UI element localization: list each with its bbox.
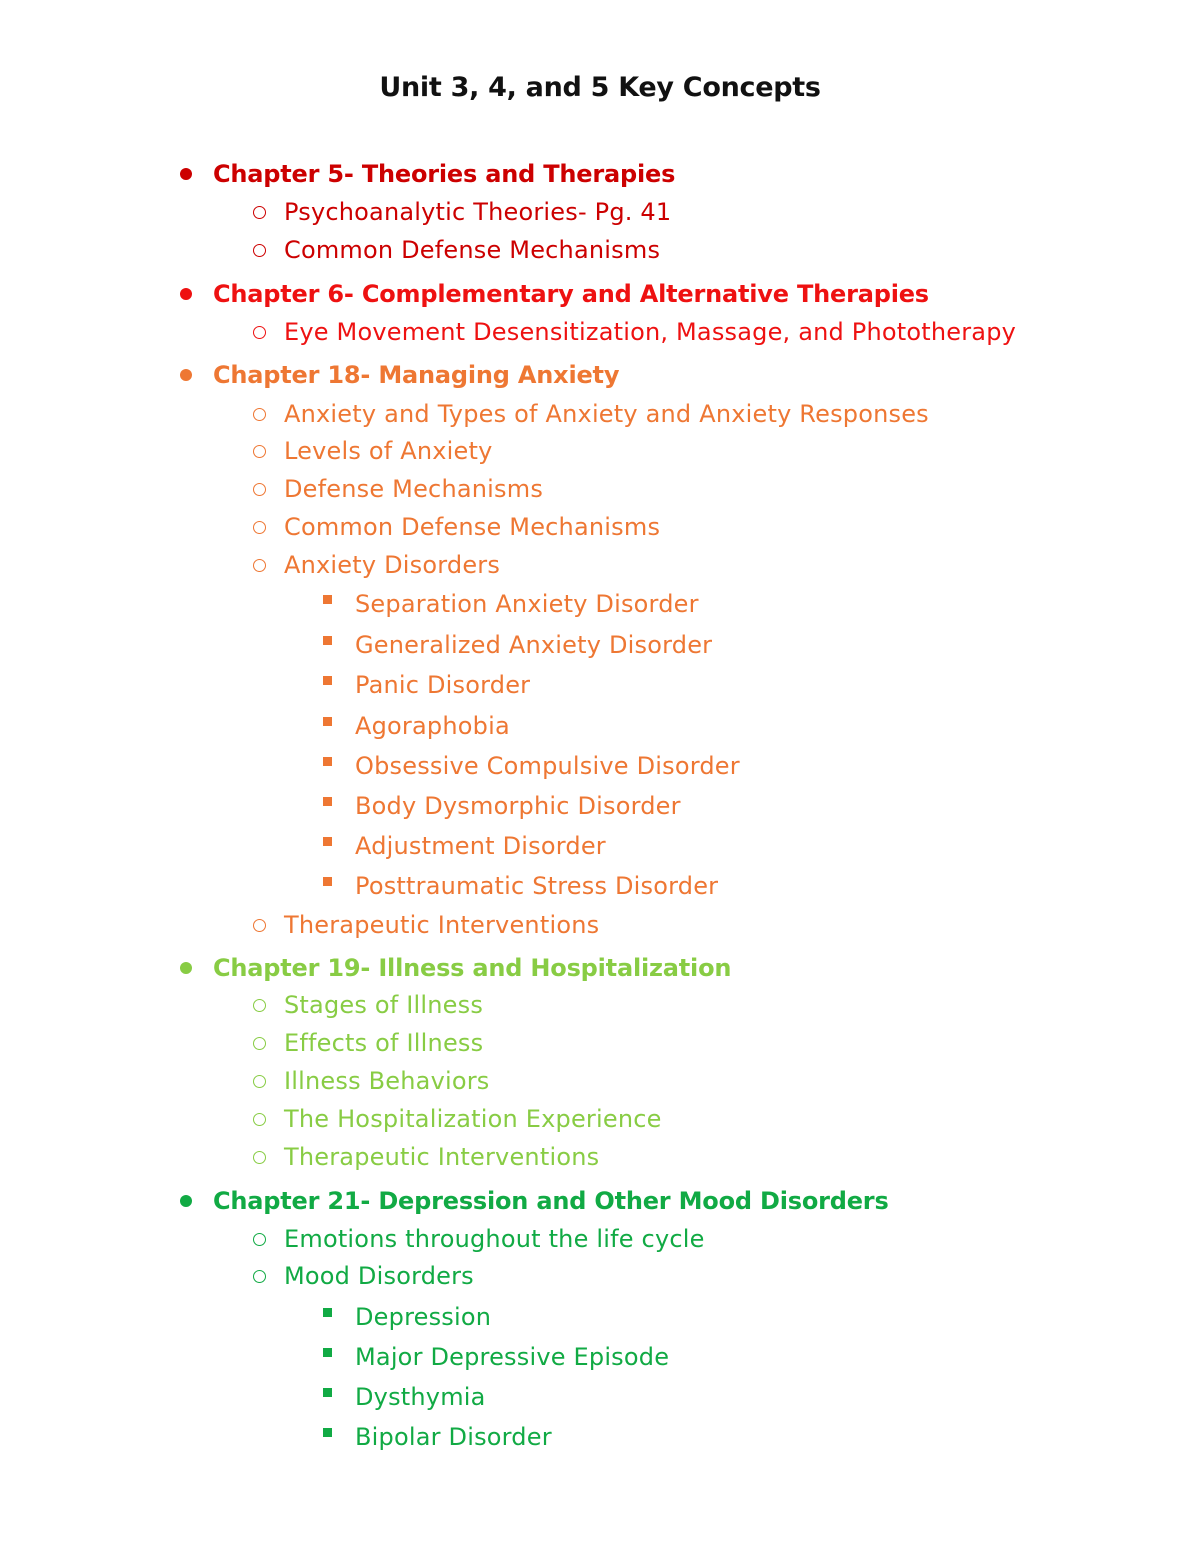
list-item bbox=[284, 512, 660, 542]
circle-bullet-icon bbox=[253, 244, 266, 257]
list-item-text: Eye Movement Desensitization, Massage, and Phototherapy bbox=[284, 318, 1017, 346]
circle-bullet-icon bbox=[253, 1270, 266, 1283]
list-item bbox=[284, 1028, 483, 1058]
circle-bullet-icon bbox=[253, 559, 266, 572]
document-title: Unit 3, 4, and 5 Key Concepts bbox=[379, 72, 821, 103]
sub-list-item bbox=[355, 791, 681, 821]
square-bullet-icon bbox=[323, 837, 332, 846]
list-item-text: Therapeutic Interventions bbox=[284, 1143, 600, 1171]
square-bullet-icon bbox=[323, 1348, 332, 1357]
list-item-text: Anxiety and Types of Anxiety and Anxiety Responses bbox=[284, 400, 929, 428]
list-item bbox=[284, 1261, 474, 1291]
sub-list-item-text: Generalized Anxiety Disorder bbox=[355, 631, 713, 659]
list-item-text: Emotions throughout the life cycle bbox=[284, 1225, 705, 1253]
list-item bbox=[284, 1104, 662, 1134]
list-item-text: The Hospitalization Experience bbox=[284, 1105, 662, 1133]
circle-bullet-icon bbox=[253, 206, 266, 219]
chapter-heading-text: Chapter 18- Managing Anxiety bbox=[213, 361, 620, 389]
circle-bullet-icon bbox=[253, 999, 266, 1012]
circle-bullet-icon bbox=[253, 1075, 266, 1088]
list-item-text: Psychoanalytic Theories- Pg. 41 bbox=[284, 198, 672, 226]
chapter-heading-text: Chapter 19- Illness and Hospitalization bbox=[213, 954, 732, 982]
circle-bullet-icon bbox=[253, 521, 266, 534]
circle-bullet-icon bbox=[253, 1113, 266, 1126]
sub-list-item-text: Panic Disorder bbox=[355, 671, 531, 699]
square-bullet-icon bbox=[323, 877, 332, 886]
chapter-19-heading bbox=[213, 953, 731, 983]
sub-list-item bbox=[355, 751, 740, 781]
list-item bbox=[284, 436, 493, 466]
sub-list-item bbox=[355, 670, 530, 700]
circle-bullet-icon bbox=[253, 326, 266, 339]
disc-bullet-icon bbox=[180, 369, 192, 381]
sub-list-item bbox=[355, 630, 712, 660]
square-bullet-icon bbox=[323, 797, 332, 806]
square-bullet-icon bbox=[323, 717, 332, 726]
circle-bullet-icon bbox=[253, 408, 266, 421]
sub-list-item-text: Separation Anxiety Disorder bbox=[355, 590, 699, 618]
list-item-text: Stages of Illness bbox=[284, 991, 484, 1019]
sub-list-item bbox=[355, 831, 606, 861]
disc-bullet-icon bbox=[180, 962, 192, 974]
chapter-21-heading bbox=[213, 1186, 889, 1216]
chapter-6-heading bbox=[213, 279, 929, 309]
list-item bbox=[284, 550, 500, 580]
square-bullet-icon bbox=[323, 595, 332, 604]
square-bullet-icon bbox=[323, 1388, 332, 1397]
list-item-text: Mood Disorders bbox=[284, 1262, 474, 1290]
list-item bbox=[284, 1142, 599, 1172]
list-item-text: Common Defense Mechanisms bbox=[284, 513, 661, 541]
circle-bullet-icon bbox=[253, 445, 266, 458]
chapter-heading-text: Chapter 5- Theories and Therapies bbox=[213, 160, 676, 188]
disc-bullet-icon bbox=[180, 1195, 192, 1207]
sub-list-item bbox=[355, 1302, 491, 1332]
sub-list-item bbox=[355, 1382, 486, 1412]
sub-list-item-text: Agoraphobia bbox=[355, 712, 510, 740]
square-bullet-icon bbox=[323, 636, 332, 645]
sub-list-item-text: Bipolar Disorder bbox=[355, 1423, 552, 1451]
list-item bbox=[284, 317, 1016, 347]
sub-list-item bbox=[355, 711, 510, 741]
circle-bullet-icon bbox=[253, 1151, 266, 1164]
circle-bullet-icon bbox=[253, 919, 266, 932]
chapter-18-heading bbox=[213, 360, 619, 390]
list-item bbox=[284, 197, 671, 227]
list-item bbox=[284, 1066, 490, 1096]
sub-list-item bbox=[355, 871, 718, 901]
disc-bullet-icon bbox=[180, 288, 192, 300]
disc-bullet-icon bbox=[180, 168, 192, 180]
sub-list-item-text: Major Depressive Episode bbox=[355, 1343, 670, 1371]
list-item-text: Anxiety Disorders bbox=[284, 551, 501, 579]
list-item-text: Therapeutic Interventions bbox=[284, 911, 600, 939]
sub-list-item-text: Obsessive Compulsive Disorder bbox=[355, 752, 740, 780]
list-item-text: Effects of Illness bbox=[284, 1029, 484, 1057]
sub-list-item-text: Depression bbox=[355, 1303, 492, 1331]
list-item bbox=[284, 399, 929, 429]
square-bullet-icon bbox=[323, 676, 332, 685]
list-item-text: Levels of Anxiety bbox=[284, 437, 493, 465]
circle-bullet-icon bbox=[253, 1037, 266, 1050]
sub-list-item-text: Dysthymia bbox=[355, 1383, 486, 1411]
chapter-5-heading bbox=[213, 159, 675, 189]
sub-list-item-text: Posttraumatic Stress Disorder bbox=[355, 872, 719, 900]
chapter-heading-text: Chapter 6- Complementary and Alternative Therapies bbox=[213, 280, 929, 308]
list-item bbox=[284, 474, 543, 504]
sub-list-item bbox=[355, 1342, 669, 1372]
chapter-heading-text: Chapter 21- Depression and Other Mood Disorders bbox=[213, 1187, 889, 1215]
list-item bbox=[284, 1224, 705, 1254]
square-bullet-icon bbox=[323, 1308, 332, 1317]
list-item bbox=[284, 910, 599, 940]
sub-list-item-text: Adjustment Disorder bbox=[355, 832, 606, 860]
square-bullet-icon bbox=[323, 757, 332, 766]
sub-list-item bbox=[355, 1422, 552, 1452]
circle-bullet-icon bbox=[253, 483, 266, 496]
list-item-text: Defense Mechanisms bbox=[284, 475, 544, 503]
square-bullet-icon bbox=[323, 1428, 332, 1437]
sub-list-item bbox=[355, 589, 699, 619]
list-item bbox=[284, 990, 483, 1020]
list-item-text: Common Defense Mechanisms bbox=[284, 236, 661, 264]
circle-bullet-icon bbox=[253, 1233, 266, 1246]
list-item-text: Illness Behaviors bbox=[284, 1067, 490, 1095]
list-item bbox=[284, 235, 660, 265]
sub-list-item-text: Body Dysmorphic Disorder bbox=[355, 792, 681, 820]
